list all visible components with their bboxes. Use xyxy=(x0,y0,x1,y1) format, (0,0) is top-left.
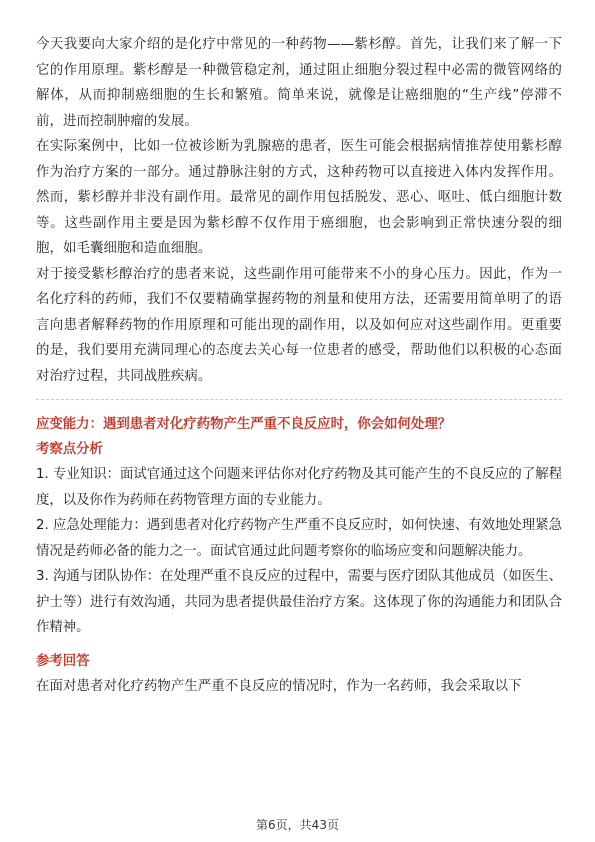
body-paragraph-3: 对于接受紫杉醇治疗的患者来说，这些副作用可能带来不小的身心压力。因此，作为一名化疗科的药师，我们不仅要精确掌握药物的剂量和使用方法，还需要用简单明了的语言向患者解释药物的作用原理和可能出现的副作用，以及如何应对这些副作用。更重要的是，我们要用充满同理心的态度去关心每一位患者的感受，帮助他们以积极的心态面对治疗过程，共同战胜疾病。 xyxy=(36,266,562,384)
analysis-item-2: 2. 应急处理能力：遇到患者对化疗药物产生严重不良反应时，如何快速、有效地处理紧急情况是药师必备的能力之一。面试官通过此问题考察你的临场应变和问题解决能力。 xyxy=(36,518,562,559)
page-footer: 第6页，共43页 xyxy=(256,818,339,832)
analysis-heading: 考察点分析 xyxy=(36,442,103,457)
body-paragraph-2: 在实际案例中，比如一位被诊断为乳腺癌的患者，医生可能会根据病情推荐使用紫杉醇作为治疗方案的一部分。通过静脉注射的方式，这种药物可以直接进入体内发挥作用。然而，紫杉醇并非没有副作用。最常见的副作用包括脱发、恶心、呕吐、低白细胞计数等。这些副作用主要是因为紫杉醇不仅作用于癌细胞，也会影响到正常快速分裂的细胞，如毛囊细胞和造血细胞。 xyxy=(36,139,562,256)
section-divider xyxy=(36,399,562,400)
analysis-item-1: 1. 专业知识：面试官通过这个问题来评估你对化疗药物及其可能产生的不良反应的了解程度，以及你作为药师在药物管理方面的专业能力。 xyxy=(36,467,562,508)
answer-heading: 参考回答 xyxy=(36,653,90,669)
document-page xyxy=(36,32,562,699)
analysis-item-3: 3. 沟通与团队协作：在处理严重不良反应的过程中，需要与医疗团队其他成员（如医生、护士等）进行有效沟通，共同为患者提供最佳治疗方案。这体现了你的沟通能力和团队合作精神。 xyxy=(36,569,562,635)
body-paragraph-1: 今天我要向大家介绍的是化疗中常见的一种药物——紫杉醇。首先，让我们来了解一下它的作用原理。紫杉醇是一种微管稳定剂，通过阻止细胞分裂过程中必需的微管网络的解体，从而抑制癌细胞的生长和繁殖。简单来说，就像是让癌细胞的“生产线”停滞不前，进而控制肿瘤的发展。 xyxy=(36,37,562,129)
question-title: 应变能力：遇到患者对化疗药物产生严重不良反应时，你会如何处理？ xyxy=(36,417,452,432)
answer-text: 在面对患者对化疗药物产生严重不良反应的情况时，作为一名药师，我会采取以下 xyxy=(36,678,522,694)
